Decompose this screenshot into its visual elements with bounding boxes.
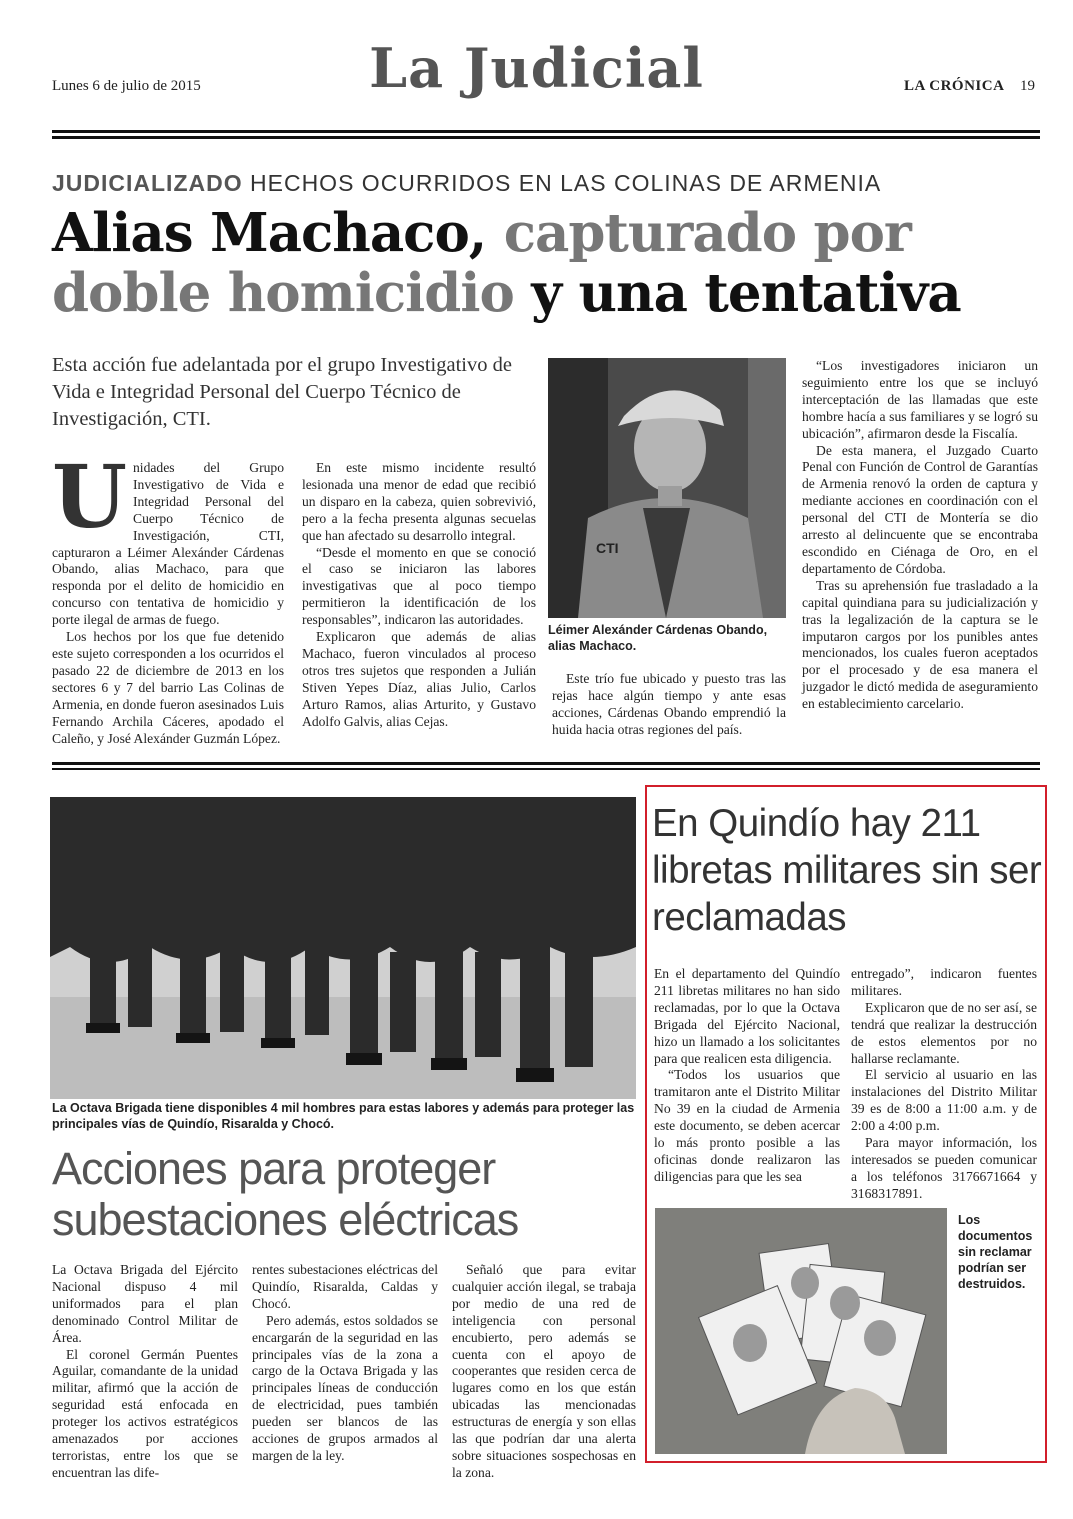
- section-divider: [52, 762, 1040, 765]
- paragraph: entregado”, indicaron fuentes militares.: [851, 966, 1037, 998]
- newspaper-name: LA CRÓNICA: [904, 78, 1005, 94]
- paragraph: Explicaron que además de alias Machaco, fueron vinculados al proceso otros tres sujetos que responden a Julián Stiven Yepes Díaz, alias Julio, Carlos Arturo Ramos, alias Arturito, y Gustavo Adolfo Galvis, alias Cejas.: [302, 629, 536, 729]
- article1-column-4: [802, 358, 1038, 713]
- paragraph: “Los investigadores iniciaron un seguimiento entre los que se incluyó interceptación de las llamadas que este hombre hacía a sus familiares y se logró su ubicación”, afirmaron desde la Fiscalía.: [802, 358, 1038, 441]
- paragraph: El coronel Germán Puentes Aguilar, comandante de la unidad militar, afirmó que la acción de seguridad está enfocada en proteger los activos estratégicos amenazados por acciones terroristas, entre los que se encuentran las dife-: [52, 1346, 238, 1480]
- paragraph: En el departamento del Quindío 211 libretas militares no han sido reclamadas, por lo que la Octava Brigada del Ejército Nacional, hizo un llamado a los solicitantes para que realicen esta diligencia.: [654, 966, 840, 1066]
- article2-headline: Acciones para proteger subestaciones eléctricas: [52, 1143, 519, 1245]
- section-title: La Judicial: [369, 36, 704, 100]
- soldiers-photo: [50, 797, 636, 1099]
- paragraph: Tras su aprehensión fue trasladado a la capital quindiana para su judicialización y tras la legalización de la captura se le imputaron cargos por los punibles antes mencionados, los cuales fueron aceptados por el procesado y de esa manera el juzgador le dictó medida de aseguramiento en establecimiento carcelario.: [802, 577, 1038, 712]
- article3-headline: En Quindío hay 211 libretas militares sin ser reclamadas: [652, 802, 1042, 939]
- issue-date: Lunes 6 de julio de 2015: [52, 78, 201, 94]
- paragraph: Este trío fue ubicado y puesto tras las rejas hace algún tiempo y ante esas acciones, Cárdenas Obando emprendió la huida hacia otras regiones del país.: [552, 671, 786, 737]
- article2-column-3: [452, 1262, 636, 1482]
- paragraph: De esta manera, el Juzgado Cuarto Penal con Función de Control de Garantías de Armenia renovó la orden de captura y mediante acciones en coordinación con el personal del CTI de Montería se dio arresto al delincuente que se encontraba escondido en Ciénaga de Oro, en el departamento de Córdoba.: [802, 442, 1038, 576]
- military-cards-photo-caption: Los documentos sin reclamar podrían ser destruidos.: [958, 1213, 1033, 1291]
- section-divider-2: [52, 768, 1040, 770]
- article2-column-1: [52, 1262, 238, 1482]
- article3-column-2: [851, 966, 1037, 1203]
- paragraph: El servicio al usuario en las instalaciones del Distrito Militar 39 es de 8:00 a 11:00 a.m. y de 2:00 a 4:00 p.m.: [851, 1067, 1037, 1134]
- paragraph: rentes subestaciones eléctricas del Quindío, Risaralda, Caldas y Chocó.: [252, 1262, 438, 1311]
- paragraph: Los hechos por los que fue detenido este sujeto corresponden a los ocurridos el pasado 22 de diciembre de 2013 en los sectores 6 y 7 del barrio Las Colinas de Armenia, en donde fueron asesinados Luis Fernando Archila Cáceres, apodado el Caleño, y José Alexánder Guzmán López.: [52, 629, 284, 746]
- paragraph: En este mismo incidente resultó lesionada una menor de edad que recibió un disparo en la cabeza, quien sobrevivió, pero a la fecha presenta algunas secuelas que han afectado su desarrollo integral.: [302, 460, 536, 543]
- article2-column-2: [252, 1262, 438, 1465]
- soldiers-photo-caption: La Octava Brigada tiene disponibles 4 mil hombres para estas labores y además para proteger las principales vías de Quindío, Risaralda y Chocó.: [52, 1101, 635, 1131]
- paragraph: “Desde el momento en que se conoció el caso se iniciaron las labores investigativas que al poco tiempo permitieron la identificación de los responsables”, indicaron las autoridades.: [302, 544, 536, 628]
- article3-column-1: [654, 966, 840, 1186]
- article1-column-1: [52, 447, 284, 747]
- suspect-photo: [548, 358, 786, 618]
- paragraph: nidades del Grupo Investigativo de Vida e Integridad Personal del Cuerpo Técnico de Investigación, CTI, capturaron a Léimer Alexánder Cárdenas Obando, alias Machaco, para que responda por el delito de homicidio en concurso con tentativa de homicidio y porte ilegal de armas de fuego.: [52, 460, 284, 628]
- masthead-rule-2: [52, 136, 1040, 139]
- soldiers-photo-image: [50, 797, 636, 1099]
- article-kicker: JUDICIALIZADO HECHOS OCURRIDOS EN LAS COLINAS DE ARMENIA: [52, 170, 882, 196]
- paragraph: “Todos los usuarios que tramitaron ante el Distrito Militar No 39 en la ciudad de Armenia este documento, se deben acercar lo más pronto posible a las oficinas donde realizaron las diligencias para que les sea: [654, 1067, 840, 1184]
- svg-text:CTI: CTI: [596, 540, 619, 556]
- paragraph: Señaló que para evitar cualquier acción ilegal, se trabaja por medio de una red de inteligencia con personal encubierto, pero además se cuenta con el apoyo de cooperantes que residen cerca de lugares como en los que están ubicadas las mencionadas estructuras de energía y son ellas las que podrían dar una alerta sobre situaciones sospechosas en la zona.: [452, 1262, 636, 1480]
- article1-column-3: [552, 671, 786, 739]
- article-deck: Esta acción fue adelantada por el grupo Investigativo de Vida e Integridad Personal del Cuerpo Técnico de Investigación, CTI.: [52, 354, 512, 430]
- suspect-photo-image: [548, 358, 786, 618]
- article1-column-2: [302, 460, 536, 731]
- suspect-photo-caption: Léimer Alexánder Cárdenas Obando, alias Machaco.: [548, 623, 768, 653]
- paragraph: La Octava Brigada del Ejército Nacional dispuso 4 mil uniformados para el plan denominado Control Militar de Área.: [52, 1262, 238, 1345]
- paragraph: Para mayor información, los interesados se pueden comunicar a los teléfonos 3176671664 y 3168317891.: [851, 1135, 1037, 1201]
- paragraph: Pero además, estos soldados se encargarán de la seguridad en las principales vías de la zona a cargo de la Octava Brigada y las principales líneas de conducción de electricidad, pues también pueden ser blancos de las acciones de grupos armados al margen de la ley.: [252, 1312, 438, 1463]
- article-headline: Alias Machaco, capturado por doble homicidio y una tentativa: [52, 202, 961, 324]
- page-number: 19: [1020, 78, 1035, 94]
- masthead-rule: [52, 130, 1040, 133]
- drop-cap: U: [52, 447, 127, 548]
- paragraph: Explicaron que de no ser así, se tendrá que realizar la destrucción de estos elementos por no hallarse reclamante.: [851, 999, 1037, 1066]
- military-cards-photo-image: [655, 1208, 947, 1454]
- military-cards-photo: [655, 1208, 947, 1454]
